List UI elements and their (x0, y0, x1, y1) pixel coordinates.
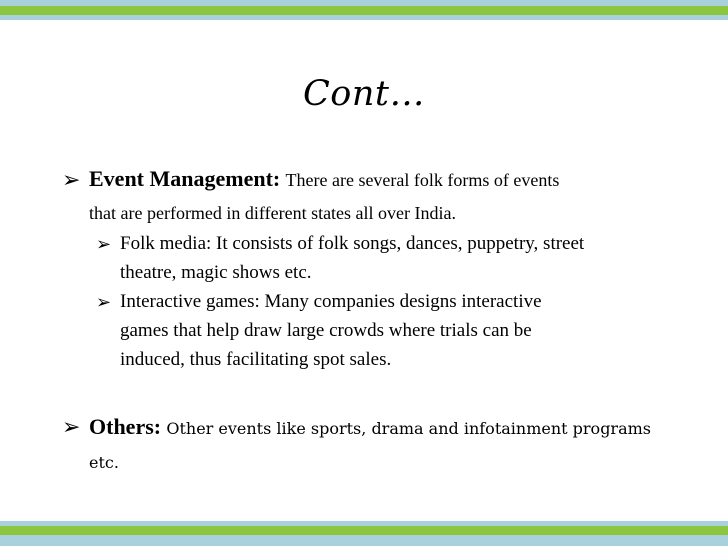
bullet-desc: There are several folk forms of events (285, 170, 560, 190)
bottom-stripe (0, 521, 728, 546)
bullet-others (89, 410, 699, 480)
bottom-stripe-green (0, 526, 728, 535)
bullet-term: Others: (89, 414, 162, 439)
top-stripe-green (0, 6, 728, 15)
slide-title: Cont… (303, 74, 425, 114)
bullet-arrow-icon: ➢ (62, 168, 81, 193)
sub-bullet-arrow-icon: ➢ (96, 234, 112, 255)
sub-bullet-line: games that help draw large crowds where trials can be (120, 320, 532, 341)
top-stripe (0, 0, 728, 20)
sub-bullet-line: induced, thus facilitating spot sales. (120, 349, 392, 370)
bullet-term: Event Management: (89, 166, 281, 191)
sub-bullet-line: theatre, magic shows etc. (120, 262, 312, 283)
bullet-desc-cont: that are performed in different states all over India. (89, 203, 457, 223)
bullet-event-management (89, 162, 689, 229)
bullet-arrow-icon: ➢ (62, 415, 81, 440)
sub-bullet-interactive-games (120, 287, 680, 374)
sub-bullet-folk-media (120, 229, 680, 287)
sub-bullet-arrow-icon: ➢ (96, 292, 112, 313)
sub-bullet-line: Interactive games: Many companies designs interactive (120, 291, 542, 312)
sub-bullet-line: Folk media: It consists of folk songs, dances, puppetry, street (120, 233, 585, 254)
bullet-desc-cont: etc. (89, 453, 119, 472)
bullet-desc: Other events like sports, drama and infotainment programs (166, 419, 651, 438)
